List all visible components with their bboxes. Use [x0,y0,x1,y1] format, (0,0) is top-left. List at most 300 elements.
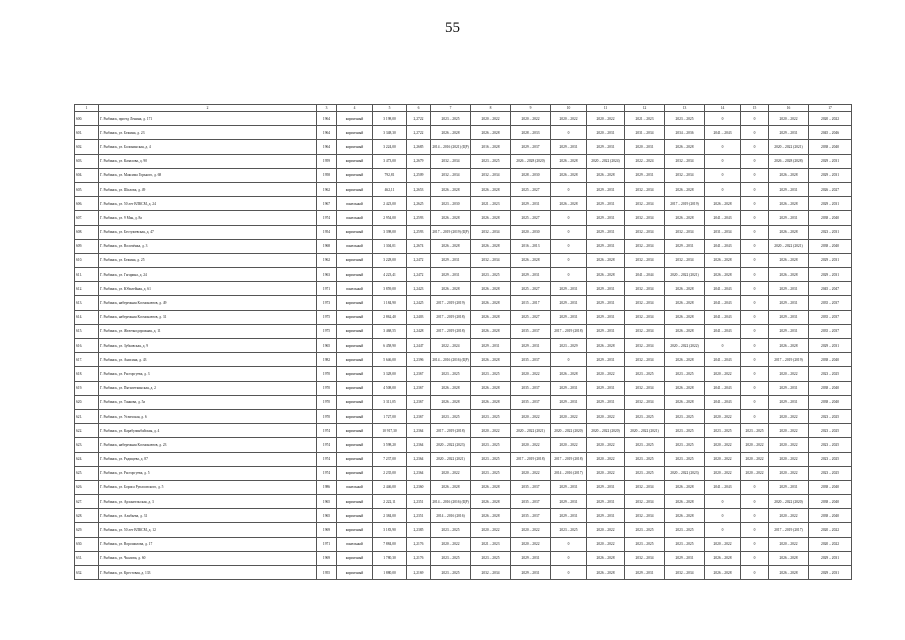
table-cell: 2026 – 2028 [665,381,705,395]
table-cell: 2,2351 [407,509,431,523]
table-cell: 626. [75,480,99,494]
table-cell: панельный [337,282,373,296]
table-cell: 2 954,00 [373,211,407,225]
table-cell: 2029 – 2031 [511,268,551,282]
table-cell: 614. [75,310,99,324]
table-cell: 6 458,90 [373,339,407,353]
table-cell: 2034 – 2036 [665,126,705,140]
table-cell: 2041 – 2043 [705,211,741,225]
table-cell: 2026 – 2028 [471,395,511,409]
column-header: 8 [471,105,511,112]
address-cell: Г. Рыбинск, ул. Алябьева, д. 31 [99,509,317,523]
table-cell: 2026 – 2027 [809,182,852,196]
table-cell: 2021 – 2023 [471,197,511,211]
table-row [75,495,852,509]
table-row [75,140,852,154]
table-cell: 2017 – 2019 (2019) (ЦР) [431,225,471,239]
table-cell: 0 [551,225,587,239]
table-cell: 2020 – 2022 [511,367,551,381]
table-cell: кирпичный [337,395,373,409]
table-cell: 2020 – 2022 [769,367,809,381]
table-cell: 3 473,00 [373,154,407,168]
table-cell: 2014 – 2016 (2016) (ЦР) [431,353,471,367]
table-row [75,523,852,537]
table-cell: 2041 – 2043 [705,395,741,409]
column-header: 5 [373,105,407,112]
table-cell: 2023 – 2025 [431,551,471,565]
address-cell: Г. Рыбинск, ул. Ворошилова, д. 17 [99,537,317,551]
table-cell: 2020 – 2022 [741,438,769,452]
table-cell: 2,2447 [407,339,431,353]
table-cell: 2023 – 2025 [665,523,705,537]
column-header: 3 [317,105,337,112]
table-cell: 2025 – 2027 [511,282,551,296]
table-cell: 4 508,00 [373,381,407,395]
table-cell: 2020 – 2022 [587,537,625,551]
table-row [75,452,852,466]
table-cell: кирпичный [337,566,373,580]
table-cell: 2029 – 2031 [587,296,625,310]
table-cell: 2032 – 2034 [431,154,471,168]
table-cell: 2,2364 [407,438,431,452]
table-cell: 2029 – 2031 [551,480,587,494]
column-header: 13 [665,105,705,112]
table-cell: 2029 – 2031 [551,310,587,324]
column-header: 17 [809,105,852,112]
table-cell: 2020 – 2022 (2023) [431,438,471,452]
table-cell: 0 [741,537,769,551]
table-cell: 2,2593 [407,225,431,239]
table-cell: 2020 – 2022 [705,537,741,551]
table-cell: 2023 – 2031 [809,225,852,239]
table-cell: 2032 – 2034 [625,197,665,211]
table-cell: 2026 – 2028 [665,353,705,367]
table-cell: 7 237,00 [373,452,407,466]
table-cell: 2035 – 2037 [511,324,551,338]
table-cell: 2020 – 2022 (2023) [665,466,705,480]
table-cell: 0 [551,126,587,140]
table-cell: 3 228,00 [373,253,407,267]
table-cell: 1974 [317,211,337,225]
table-cell: 2029 – 2031 [511,197,551,211]
table-cell: 2020 – 2022 [471,424,511,438]
table-cell: 2032 – 2034 [625,225,665,239]
table-cell: 2014 – 2016 (2016) [431,509,471,523]
table-cell: 1982 [317,353,337,367]
table-cell: 2026 – 2028 [551,168,587,182]
table-cell: панельный [337,480,373,494]
table-cell: 603. [75,154,99,168]
table-cell: 2025 – 2027 [511,211,551,225]
table-cell: 1 727,00 [373,409,407,423]
table-cell: 2026 – 2028 [471,282,511,296]
table-cell: 0 [741,409,769,423]
address-cell: Г. Рыбинск, ул. Угличская, д. 6 [99,409,317,423]
table-row [75,566,852,580]
table-cell: 2020 – 2022 (2020) [551,424,587,438]
address-cell: Г. Рыбинск, проезд Ленина, д. 171 [99,112,317,126]
table-row [75,112,852,126]
table-cell: 624. [75,452,99,466]
table-cell: 3 311,05 [373,395,407,409]
table-row [75,381,852,395]
table-cell: 2032 – 2034 [625,253,665,267]
table-cell: 2023 – 2025 [625,466,665,480]
table-cell: 1974 [317,466,337,480]
table-cell: 2016 – 2028 [471,140,511,154]
table-cell: 1970 [317,367,337,381]
table-cell: 2026 – 2028 [431,480,471,494]
table-cell: 2020 – 2022 [471,112,511,126]
table-cell: 2023 – 2025 [809,466,852,480]
table-cell: 2020 – 2022 [809,112,852,126]
table-cell: 2025 – 2027 [511,182,551,196]
table-cell: 2032 – 2034 [431,168,471,182]
table-cell: 2026 – 2028 [431,239,471,253]
table-body [75,112,852,580]
table-cell: 2029 – 2031 [431,268,471,282]
table-cell: 1962 [317,182,337,196]
column-header: 16 [769,105,809,112]
table-cell: 2029 – 2031 [587,509,625,523]
table-cell: 2 446,00 [373,480,407,494]
table-cell: кирпичный [337,182,373,196]
table-cell: 2026 – 2028 [705,253,741,267]
table-cell: 0 [741,282,769,296]
repair-schedule-table-wrapper [74,104,839,580]
column-header: 7 [431,105,471,112]
table-cell: 0 [741,509,769,523]
table-cell: 2023 – 2025 [431,409,471,423]
table-cell: 2029 – 2031 [587,239,625,253]
address-cell: Г. Рыбинск, ул. 50 лет ВЛКСМ, д. 12 [99,523,317,537]
table-cell: 2032 – 2034 [665,154,705,168]
table-cell: кирпичный [337,438,373,452]
table-cell: 2020 – 2022 [587,452,625,466]
table-cell: 2029 – 2031 [665,239,705,253]
table-cell: кирпичный [337,168,373,182]
table-cell: 1959 [317,154,337,168]
table-row [75,509,852,523]
table-cell: 3 198,00 [373,112,407,126]
address-cell: Г. Рыбинск, ул. Чкалова, д. 60 [99,551,317,565]
table-row [75,154,852,168]
table-cell: 2017 – 2019 (2018) [431,424,471,438]
table-cell: 2041 – 2043 [705,353,741,367]
table-cell: 2,2364 [407,466,431,480]
table-cell: 2020 – 2031 [625,140,665,154]
table-cell: 1965 [317,339,337,353]
table-cell: 0 [705,339,741,353]
table-cell: 621. [75,409,99,423]
table-cell: 2016 – 2013 [511,239,551,253]
table-cell: 2026 – 2028 [431,282,471,296]
table-cell: 2,2364 [407,452,431,466]
table-row [75,395,852,409]
table-cell: панельный [337,239,373,253]
table-cell: 2029 – 2031 [587,324,625,338]
table-cell: 2,2367 [407,409,431,423]
table-cell: кирпичный [337,339,373,353]
table-row [75,225,852,239]
table-cell: 2,2351 [407,495,431,509]
table-cell: 2020 – 2022 (2024) [587,154,625,168]
table-cell: 2,2679 [407,154,431,168]
table-cell: 2,2593 [407,211,431,225]
table-cell: 2023 – 2025 [471,154,511,168]
table-cell: 0 [551,537,587,551]
table-cell: 1975 [317,324,337,338]
table-cell: 2020 – 2022 [705,409,741,423]
table-cell: 2020 – 2022 [587,438,625,452]
table-cell: 2029 – 2031 [551,140,587,154]
table-cell: 2023 – 2025 [665,112,705,126]
table-cell: 1974 [317,452,337,466]
table-cell: 0 [741,395,769,409]
table-cell: панельный [337,211,373,225]
table-cell: 2023 – 2030 [431,197,471,211]
table-cell: 2023 – 2025 [665,438,705,452]
address-cell: Г. Рыбинск, ул. Бежина, д. 23 [99,126,317,140]
table-cell: 1967 [317,197,337,211]
table-cell: 2026 – 2028 [587,566,625,580]
table-cell: 2,2403 [407,310,431,324]
table-cell: 2,2625 [407,197,431,211]
table-cell: 2023 – 2025 [809,409,852,423]
table-cell: 2020 – 2022 [471,523,511,537]
table-cell: 2045 – 2047 [809,282,852,296]
table-cell: панельный [337,197,373,211]
table-cell: 2020 – 2022 [769,438,809,452]
table-cell: 2025 – 2027 [511,310,551,324]
table-cell: 0 [741,225,769,239]
table-cell: 2029 – 2031 [769,211,809,225]
table-cell: 0 [551,253,587,267]
table-cell: 2022 – 2024 [431,339,471,353]
table-cell: 1 780,30 [373,551,407,565]
table-row [75,182,852,196]
address-cell: Г. Рыбинск, ул. Архангельская, д. 3 [99,495,317,509]
table-cell: 605. [75,182,99,196]
table-cell: 2023 – 2025 [809,438,852,452]
table-cell: 2026 – 2028 [665,509,705,523]
table-cell: 609. [75,239,99,253]
table-cell: 2026 – 2028 [769,168,809,182]
table-cell: 2026 – 2028 [471,381,511,395]
table-cell: 2020 – 2022 (2021) [431,452,471,466]
table-cell: 2029 – 2031 [587,282,625,296]
table-cell: кирпичный [337,409,373,423]
table-cell: 2017 – 2019 (2019) [665,197,705,211]
table-cell: 0 [551,239,587,253]
table-row [75,310,852,324]
table-row [75,353,852,367]
table-cell: 1969 [317,523,337,537]
table-cell: 2014 – 2016 (2021) (ЦР) [431,140,471,154]
table-cell: 2,2367 [407,395,431,409]
table-cell: 2020 – 2022 (2020) [769,495,809,509]
table-cell: 0 [741,339,769,353]
table-cell: 0 [741,523,769,537]
table-cell: 616. [75,339,99,353]
table-cell: 3 859,00 [373,282,407,296]
table-cell: 2014 – 2016 (2016) (ЦР) [431,495,471,509]
table-cell: 2020 – 2022 [769,409,809,423]
table-cell: кирпичный [337,466,373,480]
address-cell: Г. Рыбинск, ул. Крестовая, д. 133 [99,566,317,580]
table-cell: 2023 – 2025 [471,268,511,282]
table-cell: 0 [741,197,769,211]
table-cell: 2032 – 2034 [665,225,705,239]
table-cell: 2,2509 [407,168,431,182]
address-cell: Г. Рыбинск, ул. Болонинская, д. 4 [99,140,317,154]
table-cell: 2038 – 2040 [809,381,852,395]
table-cell: 1954 [317,225,337,239]
table-cell: 2023 – 2025 [431,112,471,126]
table-cell: 2028 – 2033 [511,126,551,140]
table-row [75,480,852,494]
table-cell: 2020 – 2022 [769,424,809,438]
table-cell: 2038 – 2040 [809,480,852,494]
table-cell: 2035 – 2037 [809,296,852,310]
table-cell: 2029 – 2031 [625,168,665,182]
table-cell: 631. [75,551,99,565]
column-header: 11 [587,105,625,112]
table-cell: 2029 – 2031 [587,140,625,154]
table-cell: 0 [741,239,769,253]
table-cell: 2023 – 2025 [471,551,511,565]
table-cell: кирпичный [337,225,373,239]
address-cell: Г. Рыбинск, ул. Максима Горького, д. 68 [99,168,317,182]
table-cell: 2,2472 [407,268,431,282]
address-cell: Г. Рыбинск, набережная Космонавтов, д. 31 [99,310,317,324]
table-cell: панельный [337,537,373,551]
table-cell: 2045 – 2046 [809,126,852,140]
table-cell: 2029 – 2031 [769,480,809,494]
table-cell: 0 [741,551,769,565]
table-cell: 2032 – 2034 [625,324,665,338]
table-cell: 0 [741,310,769,324]
table-cell: 2017 – 2019 (2017) [769,523,809,537]
table-row [75,409,852,423]
table-cell: 2029 – 2031 [587,381,625,395]
table-cell: 2023 – 2025 [665,537,705,551]
table-cell: 2023 – 2025 [625,367,665,381]
table-cell: кирпичный [337,353,373,367]
table-cell: 2041 – 2043 [705,310,741,324]
address-cell: Г. Рыбинск, ул. Бориса Рупасовского, д. 5 [99,480,317,494]
table-cell: 620. [75,395,99,409]
table-cell: 2026 – 2028 [511,253,551,267]
table-cell: 2029 – 2031 [471,339,511,353]
table-cell: 2026 – 2028 [769,551,809,565]
table-cell: 3 328,00 [373,367,407,381]
table-cell: кирпичный [337,551,373,565]
table-cell: 2023 – 2025 [809,424,852,438]
column-header: 12 [625,105,665,112]
table-cell: 2026 – 2028 [431,182,471,196]
table-cell: 608. [75,225,99,239]
table-cell: 2023 – 2025 [471,438,511,452]
address-cell: Г. Рыбинск, ул. Танкова, д. 5а [99,395,317,409]
table-cell: 2026 – 2028 [551,154,587,168]
table-cell: 2,2360 [407,480,431,494]
table-cell: 3 224,00 [373,140,407,154]
table-cell: 2032 – 2034 [625,353,665,367]
table-cell: 2026 – 2028 [665,282,705,296]
table-cell: 2026 – 2028 [471,182,511,196]
table-cell: кирпичный [337,523,373,537]
table-cell: 2023 – 2025 [809,367,852,381]
table-cell: 2041 – 2043 [705,126,741,140]
table-cell: 2032 – 2034 [625,381,665,395]
table-cell: кирпичный [337,140,373,154]
table-cell: 2020 – 2022 [769,452,809,466]
table-cell: 2022 – 2024 [625,154,665,168]
table-cell: 610. [75,253,99,267]
table-cell: 2026 – 2028 [705,551,741,565]
table-cell: 1964 [317,126,337,140]
table-cell: 2 235,00 [373,466,407,480]
table-row [75,239,852,253]
table-cell: 2,2169 [407,566,431,580]
table-cell: 2029 – 2031 [665,551,705,565]
table-cell: 619. [75,381,99,395]
table-cell: 2021 – 2023 [625,112,665,126]
table-cell: 1969 [317,551,337,565]
address-cell: Г. Рыбинск, ул. Пятилеткинская, д. 2 [99,381,317,395]
table-cell: 2026 – 2028 [471,509,511,523]
table-cell: 2020 – 2022 (2020) [587,424,625,438]
table-cell: 5 646,00 [373,353,407,367]
column-header: 4 [337,105,373,112]
table-cell: 2029 – 2031 [587,480,625,494]
table-cell: 2026 – 2028 [587,168,625,182]
table-cell: 2,2364 [407,424,431,438]
table-cell: 2029 – 2031 [769,310,809,324]
table-cell: 2026 – 2028 [665,395,705,409]
table-cell: 2020 – 2022 (2021) [625,424,665,438]
table-cell: 2029 – 2031 [769,324,809,338]
table-cell: 2038 – 2040 [809,239,852,253]
table-cell: 2020 – 2022 [769,509,809,523]
table-cell: 2026 – 2028 [705,197,741,211]
repair-schedule-table [74,104,852,580]
address-cell: Г. Рыбинск, набережная Космонавтов, д. 49 [99,296,317,310]
table-cell: 2038 – 2040 [809,509,852,523]
table-cell: 2029 – 2031 [587,353,625,367]
table-row [75,537,852,551]
table-cell: 2026 – 2028 [471,310,511,324]
table-cell: 2026 – 2028 [587,253,625,267]
table-cell: 2020 – 2022 [587,523,625,537]
table-cell: 2032 – 2034 [665,168,705,182]
table-cell: 1964 [317,112,337,126]
table-cell: 2038 – 2040 [809,140,852,154]
table-cell: 7 884,00 [373,537,407,551]
table-cell: кирпичный [337,112,373,126]
table-cell: 2026 – 2028 [471,324,511,338]
table-cell: 2020 – 2022 (2022) [665,339,705,353]
table-cell: 629. [75,523,99,537]
table-cell: 2020 – 2022 [551,112,587,126]
table-cell: 2032 – 2034 [625,551,665,565]
table-cell: 0 [741,367,769,381]
table-cell: 623. [75,438,99,452]
table-cell: 2026 – 2028 [665,211,705,225]
table-cell: 0 [705,182,741,196]
table-cell: 2,2674 [407,239,431,253]
